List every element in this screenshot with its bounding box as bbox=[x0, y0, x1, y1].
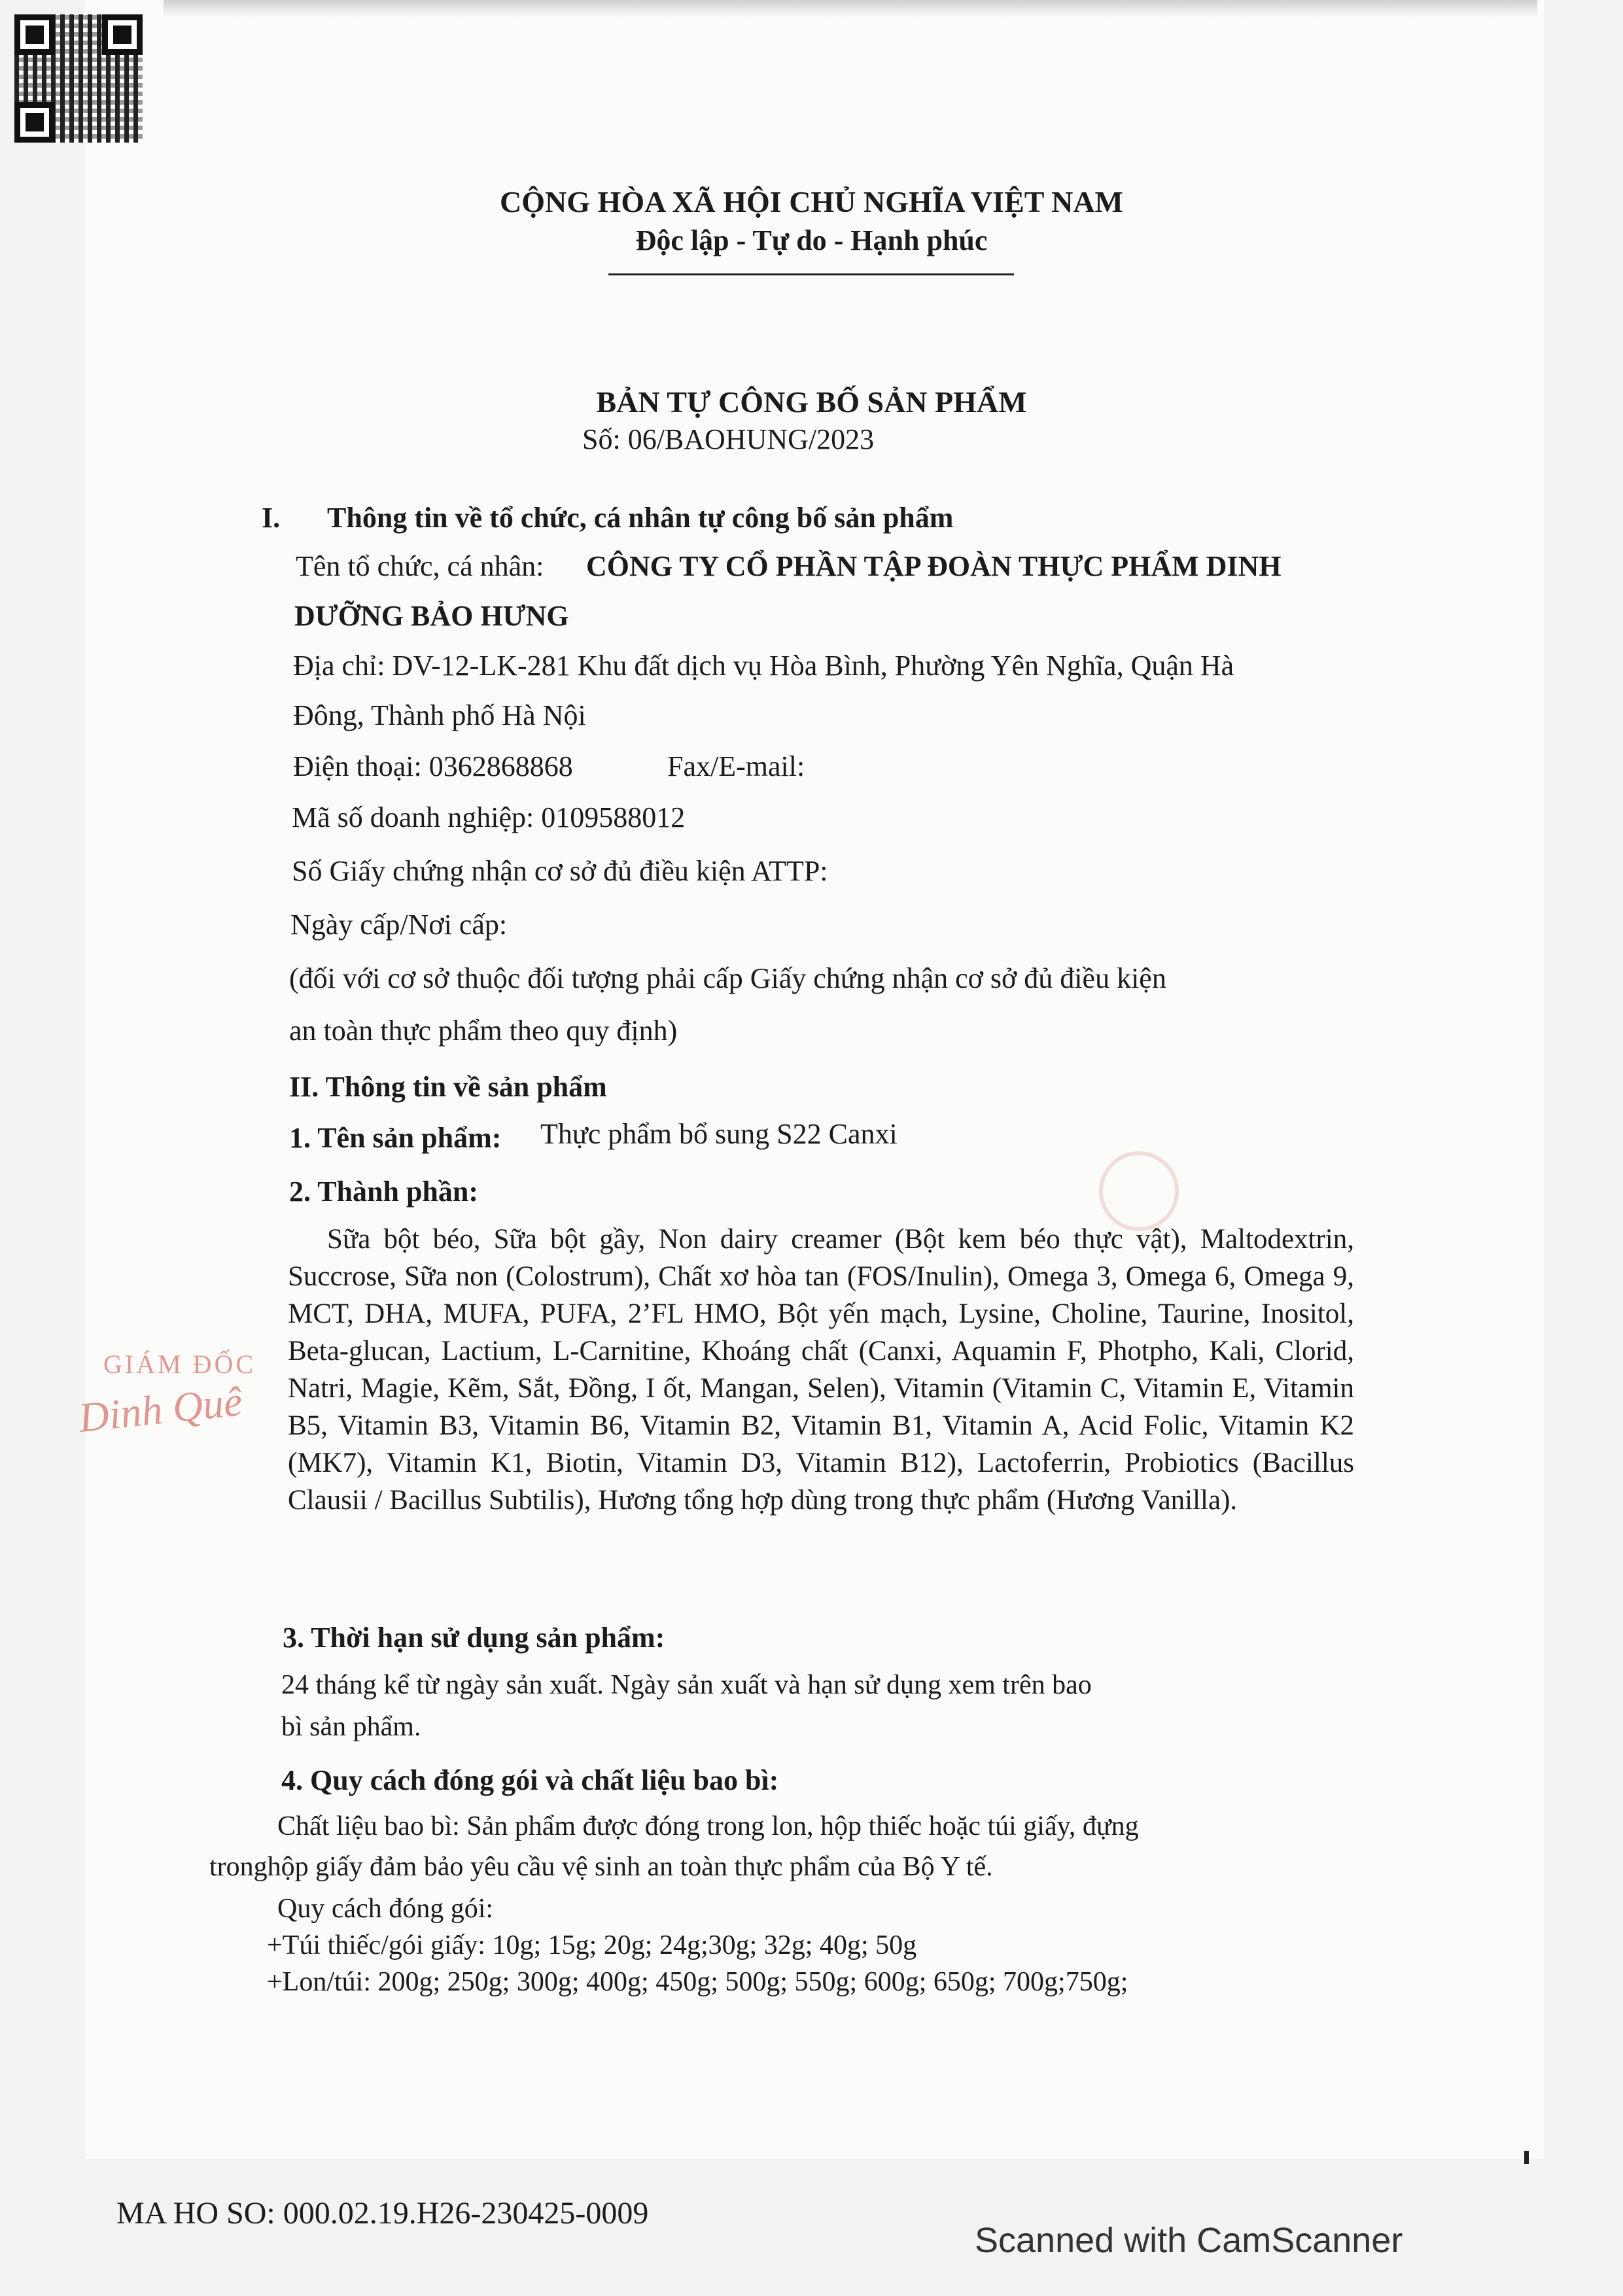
packing-cans: +Lon/túi: 200g; 250g; 300g; 400g; 450g; 500g; 550g; 600g; 650g; 700g;750g; bbox=[267, 1967, 1128, 1997]
qr-code bbox=[14, 14, 143, 143]
scan-shadow bbox=[164, 0, 1537, 17]
org-name-line1: CÔNG TY CỔ PHẦN TẬP ĐOÀN THỰC PHẨM DINH bbox=[586, 550, 1282, 582]
stamp-seal bbox=[1099, 1151, 1179, 1231]
ingredients-paragraph: Sữa bột béo, Sữa bột gầy, Non dairy creamer (Bột kem béo thực vật), Maltodextrin, Succrose, Sữa non (Colostrum), Chất xơ hòa tan (FOS/Inulin), Omega 3, Omega 6, Omega 9, MCT, DHA, MUFA, PUFA, 2’FL HMO, Bột yến mạch, Lysine, Choline, Taurine, Inositol, Beta-glucan, Lactium, L-Carnitine, Khoáng chất (Canxi, Aquamin F, Photpho, Kali, Clorid, Natri, Magie, Kẽm, Sắt, Đồng, I ốt, Mangan, Selen), Vitamin (Vitamin C, Vitamin E, Vitamin B5, Vitamin B3, Vitamin B6, Vitamin B2, Vitamin B1, Vitamin A, Acid Folic, Vitamin K2 (MK7), Vitamin K1, Biotin, Vitamin D3, Vitamin B12), Lactoferrin, Probiotics (Bacillus Clausii / Bacillus Subtilis), Hương tổng hợp dùng trong thực phẩm (Hương Vanilla). bbox=[288, 1224, 1354, 1516]
org-label: Tên tổ chức, cá nhân: bbox=[296, 550, 544, 582]
shelf-life-label: 3. Thời hạn sử dụng sản phẩm: bbox=[283, 1622, 665, 1654]
qr-finder-icon bbox=[102, 14, 143, 55]
org-name-line2: DƯỠNG BẢO HƯNG bbox=[294, 600, 569, 632]
packing-label: Quy cách đóng gói: bbox=[277, 1894, 494, 1924]
material-line2: tronghộp giấy đảm bảo yêu cầu vệ sinh an toàn thực phẩm của Bộ Y tế. bbox=[209, 1852, 993, 1882]
record-code: MA HO SO: 000.02.19.H26-230425-0009 bbox=[116, 2196, 649, 2231]
document-number: Số: 06/BAOHUNG/2023 bbox=[582, 423, 875, 455]
product-name-label: 1. Tên sản phẩm: bbox=[289, 1122, 502, 1154]
issue-date-place: Ngày cấp/Nơi cấp: bbox=[290, 909, 508, 941]
section1-heading: Thông tin về tổ chức, cá nhân tự công bố sản phẩm bbox=[327, 502, 954, 534]
document-title: BẢN TỰ CÔNG BỐ SẢN PHẨM bbox=[596, 385, 1027, 419]
section1-numeral: I. bbox=[262, 502, 281, 534]
packing-bags: +Túi thiếc/gói giấy: 10g; 15g; 20g; 24g;30g; 32g; 40g; 50g bbox=[267, 1930, 917, 1960]
country-heading: CỘNG HÒA XÃ HỘI CHỦ NGHĨA VIỆT NAM bbox=[500, 185, 1123, 218]
header-divider bbox=[608, 273, 1014, 275]
certificate-number: Số Giấy chứng nhận cơ sở đủ điều kiện ATTP: bbox=[292, 855, 828, 887]
qr-finder-icon bbox=[14, 14, 55, 55]
shelf-life-line2: bì sản phẩm. bbox=[281, 1712, 421, 1742]
note-line2: an toàn thực phẩm theo quy định) bbox=[289, 1015, 678, 1047]
stamp-text: GIÁM ĐỐC bbox=[103, 1349, 256, 1379]
packaging-label: 4. Quy cách đóng gói và chất liệu bao bì: bbox=[281, 1764, 779, 1796]
scanner-watermark: Scanned with CamScanner bbox=[975, 2221, 1403, 2260]
material-line1: Chất liệu bao bì: Sản phẩm được đóng trong lon, hộp thiếc hoặc túi giấy, đựng bbox=[277, 1811, 1139, 1841]
address-line2: Đông, Thành phố Hà Nội bbox=[293, 699, 586, 731]
motto: Độc lập - Tự do - Hạnh phúc bbox=[635, 224, 988, 256]
shelf-life-line1: 24 tháng kể từ ngày sản xuất. Ngày sản xuất và hạn sử dụng xem trên bao bbox=[281, 1670, 1092, 1700]
note-line1: (đối với cơ sở thuộc đối tượng phải cấp Giấy chứng nhận cơ sở đủ điều kiện bbox=[289, 962, 1166, 994]
ingredients-label: 2. Thành phần: bbox=[289, 1175, 479, 1208]
scan-artifact bbox=[1524, 2151, 1529, 2164]
product-name-value: Thực phẩm bổ sung S22 Canxi bbox=[540, 1118, 898, 1150]
business-code: Mã số doanh nghiệp: 0109588012 bbox=[292, 801, 686, 833]
qr-finder-icon bbox=[14, 102, 55, 143]
address-line1: Địa chỉ: DV-12-LK-281 Khu đất dịch vụ Hòa Bình, Phường Yên Nghĩa, Quận Hà bbox=[293, 650, 1234, 682]
section2-heading: II. Thông tin về sản phẩm bbox=[289, 1071, 607, 1103]
phone: Điện thoại: 0362868868 bbox=[293, 750, 573, 782]
fax-email: Fax/E-mail: bbox=[667, 750, 805, 782]
signature: Dinh Quê bbox=[76, 1378, 245, 1441]
